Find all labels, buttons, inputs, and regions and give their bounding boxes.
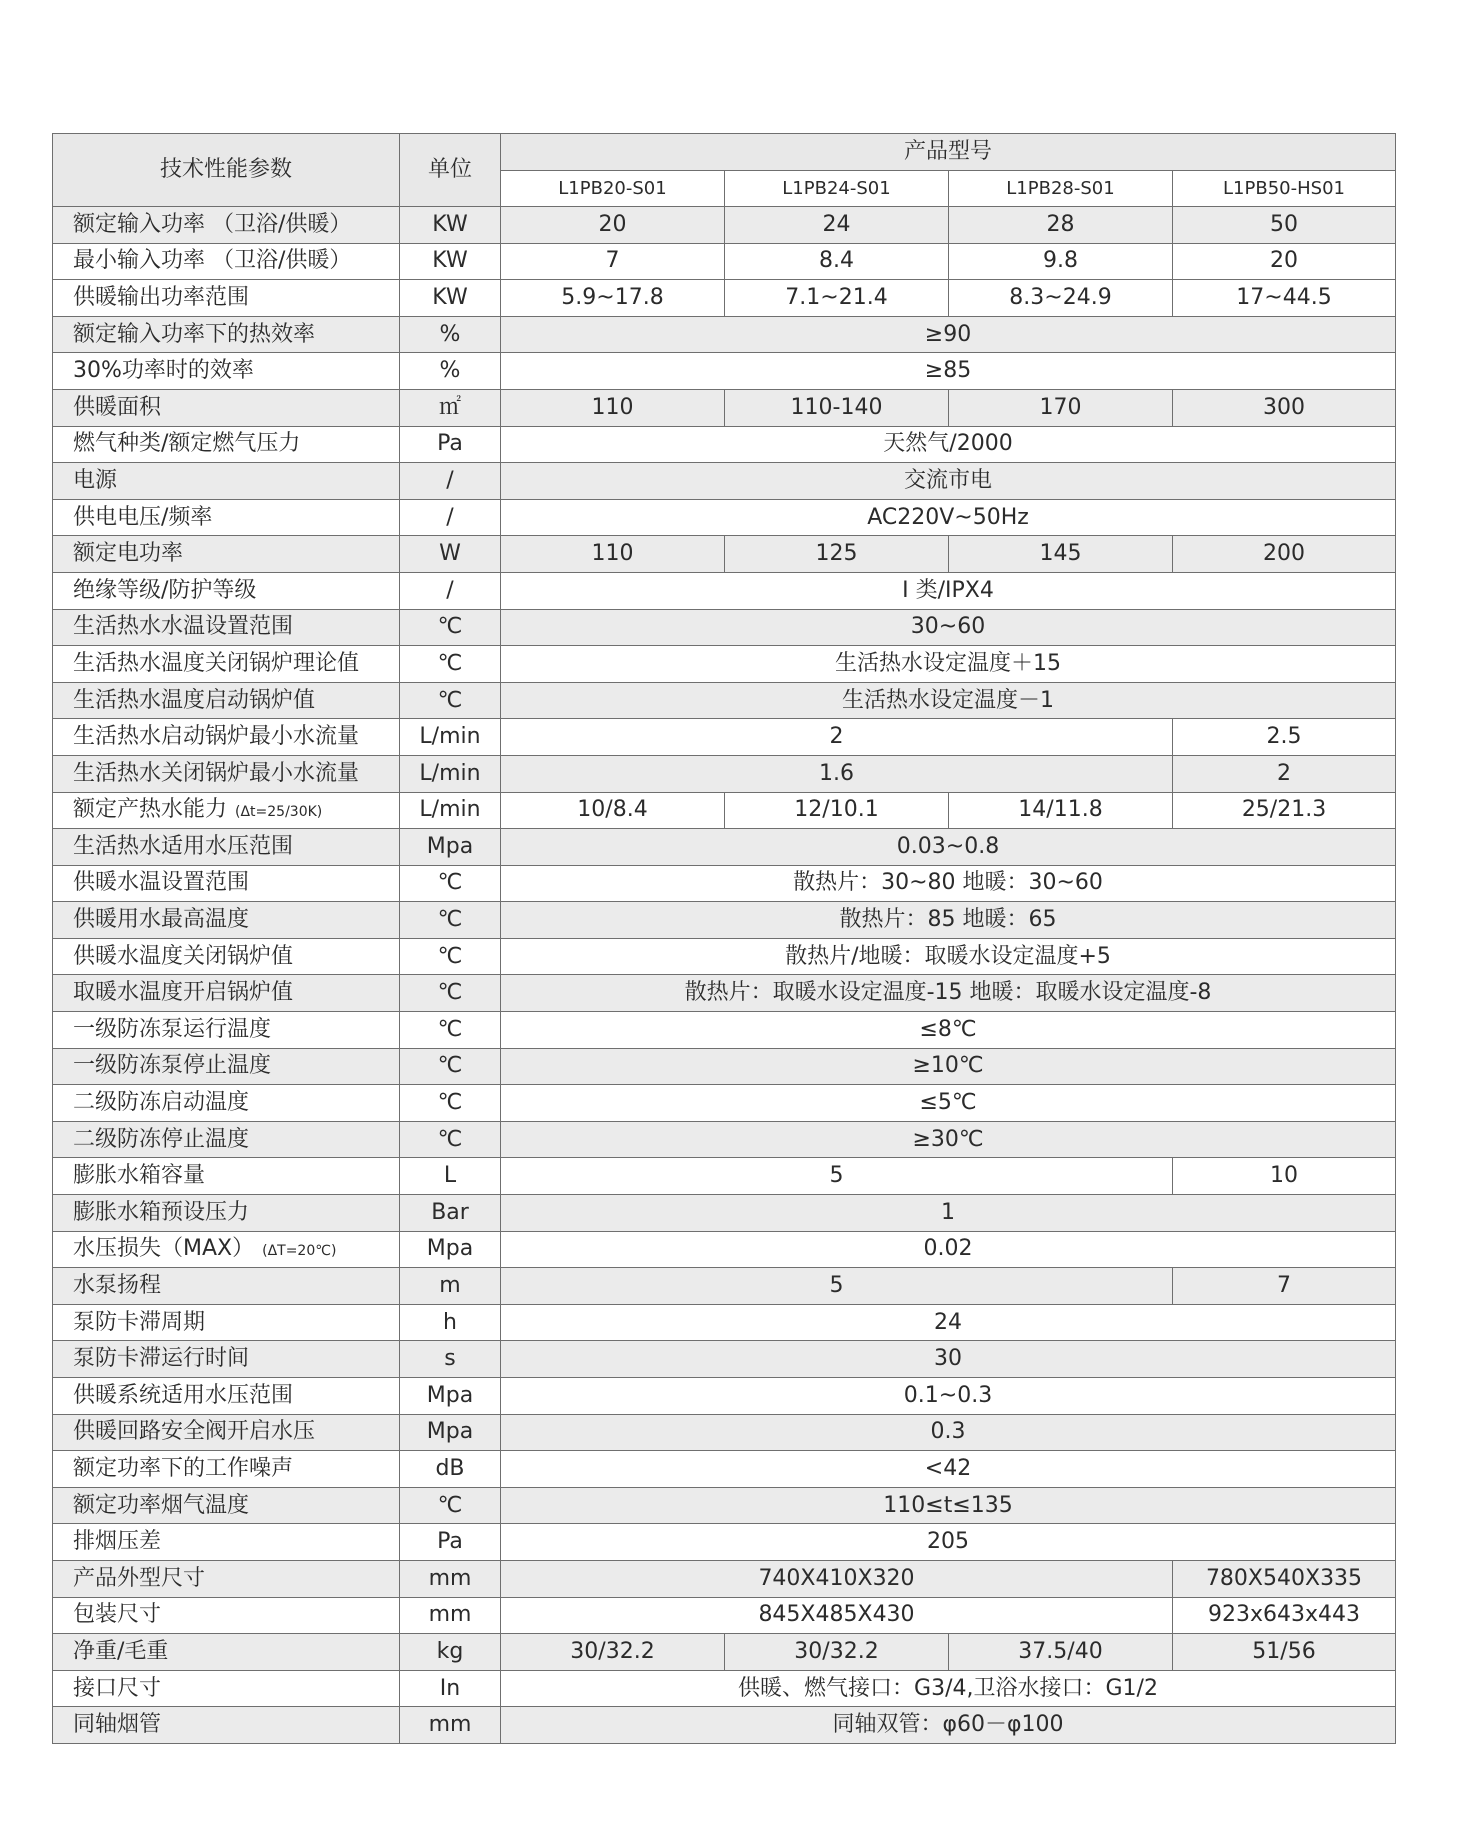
value-cell: 170 — [949, 389, 1173, 426]
value-cell: 同轴双管：φ60－φ100 — [501, 1707, 1396, 1744]
param-label: 额定输入功率 （卫浴/供暖） — [73, 211, 352, 237]
unit-cell: s — [400, 1341, 501, 1378]
table-row — [53, 682, 1396, 719]
value-cell: 散热片/地暖：取暖水设定温度+5 — [501, 938, 1396, 975]
value-cell: 200 — [1173, 536, 1396, 573]
value-cell: 24 — [725, 207, 949, 244]
unit-cell: ℃ — [400, 1121, 501, 1158]
value-cell: 51/56 — [1173, 1634, 1396, 1671]
unit-cell: L — [400, 1158, 501, 1195]
value-cell: 生活热水设定温度＋15 — [501, 646, 1396, 683]
unit-cell: mm — [400, 1597, 501, 1634]
table-body — [53, 207, 1396, 1744]
param-label: 取暖水温度开启锅炉值 — [73, 980, 294, 1006]
table-row — [53, 1560, 1396, 1597]
param-label: 额定输入功率下的热效率 — [73, 321, 316, 347]
param-cell — [53, 1268, 400, 1305]
table-row — [53, 865, 1396, 902]
table-row — [53, 1195, 1396, 1232]
unit-cell: ℃ — [400, 1048, 501, 1085]
table-row — [53, 1158, 1396, 1195]
param-cell — [53, 1524, 400, 1561]
unit-cell: Bar — [400, 1195, 501, 1232]
value-cell: 散热片：取暖水设定温度-15 地暖：取暖水设定温度-8 — [501, 975, 1396, 1012]
value-cell: ≥30℃ — [501, 1121, 1396, 1158]
param-cell — [53, 1597, 400, 1634]
unit-cell: KW — [400, 280, 501, 317]
value-cell: 0.1~0.3 — [501, 1378, 1396, 1415]
param-cell — [53, 207, 400, 244]
model-header: L1PB24-S01 — [725, 171, 949, 207]
value-cell: 780X540X335 — [1173, 1560, 1396, 1597]
param-cell — [53, 499, 400, 536]
param-cell — [53, 1048, 400, 1085]
value-cell: 845X485X430 — [501, 1597, 1173, 1634]
param-cell — [53, 1560, 400, 1597]
value-cell: ≥85 — [501, 353, 1396, 390]
table-row — [53, 1634, 1396, 1671]
param-cell — [53, 1670, 400, 1707]
unit-cell: KW — [400, 243, 501, 280]
value-cell: 30/32.2 — [501, 1634, 725, 1671]
param-label: 泵防卡滞运行时间 — [73, 1346, 250, 1372]
param-label: 一级防冻泵运行温度 — [73, 1016, 272, 1042]
value-cell: ≥10℃ — [501, 1048, 1396, 1085]
table-row — [53, 792, 1396, 829]
value-cell: 1.6 — [501, 755, 1173, 792]
value-cell: <42 — [501, 1451, 1396, 1488]
value-cell: 1 — [501, 1195, 1396, 1232]
value-cell: ≤8℃ — [501, 1012, 1396, 1049]
value-cell: 7 — [501, 243, 725, 280]
table-row — [53, 1341, 1396, 1378]
param-cell — [53, 609, 400, 646]
unit-cell: Pa — [400, 426, 501, 463]
param-cell — [53, 975, 400, 1012]
param-label: 水压损失（MAX） — [73, 1236, 255, 1262]
param-label: 供暖水温度关闭锅炉值 — [73, 943, 294, 969]
param-label: 供暖水温设置范围 — [73, 870, 250, 896]
value-cell: 30 — [501, 1341, 1396, 1378]
param-cell — [53, 719, 400, 756]
unit-cell: / — [400, 572, 501, 609]
param-cell — [53, 536, 400, 573]
param-label: 供暖面积 — [73, 394, 162, 420]
param-label: 水泵扬程 — [73, 1273, 162, 1299]
value-cell: 17~44.5 — [1173, 280, 1396, 317]
param-cell — [53, 1341, 400, 1378]
value-cell: 145 — [949, 536, 1173, 573]
param-cell — [53, 1195, 400, 1232]
param-cell — [53, 1451, 400, 1488]
value-cell: 5 — [501, 1268, 1173, 1305]
param-cell — [53, 938, 400, 975]
param-label: 膨胀水箱预设压力 — [73, 1199, 250, 1225]
value-cell: 2 — [501, 719, 1173, 756]
unit-cell: Pa — [400, 1524, 501, 1561]
unit-cell: L/min — [400, 719, 501, 756]
value-cell: 天然气/2000 — [501, 426, 1396, 463]
value-cell: 8.3~24.9 — [949, 280, 1173, 317]
value-cell: AC220V~50Hz — [501, 499, 1396, 536]
unit-cell: mm — [400, 1560, 501, 1597]
param-label: 二级防冻启动温度 — [73, 1090, 250, 1116]
value-cell: 供暖、燃气接口：G3/4,卫浴水接口：G1/2 — [501, 1670, 1396, 1707]
param-cell — [53, 865, 400, 902]
value-cell: 300 — [1173, 389, 1396, 426]
param-label: 供电电压/频率 — [73, 504, 213, 530]
table-row — [53, 975, 1396, 1012]
table-row — [53, 280, 1396, 317]
table-row — [53, 1414, 1396, 1451]
param-label: 膨胀水箱容量 — [73, 1163, 206, 1189]
table-row — [53, 572, 1396, 609]
unit-cell: h — [400, 1304, 501, 1341]
value-cell: 7.1~21.4 — [725, 280, 949, 317]
value-cell: 25/21.3 — [1173, 792, 1396, 829]
value-cell: 205 — [501, 1524, 1396, 1561]
unit-cell: ℃ — [400, 609, 501, 646]
unit-cell: Mpa — [400, 1414, 501, 1451]
table-row — [53, 1597, 1396, 1634]
value-cell: 8.4 — [725, 243, 949, 280]
table-row — [53, 463, 1396, 500]
param-cell — [53, 1414, 400, 1451]
unit-cell: Mpa — [400, 1231, 501, 1268]
table-row — [53, 1012, 1396, 1049]
param-cell — [53, 1158, 400, 1195]
value-cell: 7 — [1173, 1268, 1396, 1305]
table-row — [53, 646, 1396, 683]
param-header: 技术性能参数 — [53, 134, 400, 207]
unit-cell: ㎡ — [400, 389, 501, 426]
param-cell — [53, 1121, 400, 1158]
unit-header: 单位 — [400, 134, 501, 207]
param-cell — [53, 572, 400, 609]
value-cell: 0.3 — [501, 1414, 1396, 1451]
param-cell — [53, 426, 400, 463]
value-cell: 0.02 — [501, 1231, 1396, 1268]
table-row — [53, 938, 1396, 975]
param-label: 额定产热水能力 — [73, 797, 228, 823]
value-cell: 740X410X320 — [501, 1560, 1173, 1597]
unit-cell: dB — [400, 1451, 501, 1488]
model-header: L1PB20-S01 — [501, 171, 725, 207]
param-label: 生活热水水温设置范围 — [73, 614, 294, 640]
param-cell — [53, 1378, 400, 1415]
value-cell: 110-140 — [725, 389, 949, 426]
param-label: 接口尺寸 — [73, 1675, 162, 1701]
unit-cell: m — [400, 1268, 501, 1305]
table-row — [53, 353, 1396, 390]
unit-cell: ℃ — [400, 1487, 501, 1524]
unit-cell: ℃ — [400, 938, 501, 975]
param-cell — [53, 646, 400, 683]
value-cell: 生活热水设定温度－1 — [501, 682, 1396, 719]
param-label: 电源 — [73, 467, 118, 493]
value-cell: 散热片：85 地暖：65 — [501, 902, 1396, 939]
value-cell: 125 — [725, 536, 949, 573]
table-row — [53, 719, 1396, 756]
value-cell: 10 — [1173, 1158, 1396, 1195]
table-row — [53, 1670, 1396, 1707]
param-cell — [53, 682, 400, 719]
param-note: (ΔT=20℃) — [262, 1243, 337, 1260]
unit-cell: / — [400, 463, 501, 500]
value-cell: 20 — [501, 207, 725, 244]
value-cell: 5 — [501, 1158, 1173, 1195]
table-row — [53, 1524, 1396, 1561]
param-cell — [53, 1707, 400, 1744]
unit-cell: W — [400, 536, 501, 573]
value-cell: ≥90 — [501, 316, 1396, 353]
param-label: 泵防卡滞周期 — [73, 1309, 206, 1335]
value-cell: 30/32.2 — [725, 1634, 949, 1671]
spec-table — [52, 133, 1396, 1744]
param-label: 供暖系统适用水压范围 — [73, 1382, 294, 1408]
param-label: 生活热水温度关闭锅炉理论值 — [73, 650, 360, 676]
unit-cell: / — [400, 499, 501, 536]
value-cell: 110 — [501, 389, 725, 426]
table-row — [53, 1707, 1396, 1744]
param-cell — [53, 463, 400, 500]
value-cell: 12/10.1 — [725, 792, 949, 829]
value-cell: 20 — [1173, 243, 1396, 280]
unit-cell: L/min — [400, 792, 501, 829]
table-row — [53, 609, 1396, 646]
param-label: 一级防冻泵停止温度 — [73, 1053, 272, 1079]
param-label: 供暖回路安全阀开启水压 — [73, 1419, 316, 1445]
param-cell — [53, 1304, 400, 1341]
unit-cell: Mpa — [400, 1378, 501, 1415]
value-cell: 10/8.4 — [501, 792, 725, 829]
value-cell: 110 — [501, 536, 725, 573]
value-cell: 9.8 — [949, 243, 1173, 280]
param-label: 供暖用水最高温度 — [73, 907, 250, 933]
param-cell — [53, 829, 400, 866]
param-cell — [53, 243, 400, 280]
table-row — [53, 1378, 1396, 1415]
unit-cell: ℃ — [400, 865, 501, 902]
table-row — [53, 536, 1396, 573]
value-cell: 5.9~17.8 — [501, 280, 725, 317]
param-label: 排烟压差 — [73, 1529, 162, 1555]
param-cell — [53, 389, 400, 426]
param-label: 额定功率烟气温度 — [73, 1492, 250, 1518]
param-cell — [53, 353, 400, 390]
table-row — [53, 389, 1396, 426]
param-label: 额定电功率 — [73, 541, 184, 567]
param-cell — [53, 902, 400, 939]
value-cell: 24 — [501, 1304, 1396, 1341]
unit-cell: % — [400, 353, 501, 390]
model-header: L1PB50-HS01 — [1173, 171, 1396, 207]
value-cell: 2 — [1173, 755, 1396, 792]
unit-cell: KW — [400, 207, 501, 244]
table-row — [53, 1231, 1396, 1268]
param-cell — [53, 792, 400, 829]
param-cell — [53, 1012, 400, 1049]
table-row — [53, 755, 1396, 792]
param-label: 生活热水适用水压范围 — [73, 833, 294, 859]
param-cell — [53, 1085, 400, 1122]
param-cell — [53, 280, 400, 317]
param-cell — [53, 755, 400, 792]
param-cell — [53, 316, 400, 353]
param-label: 二级防冻停止温度 — [73, 1126, 250, 1152]
value-cell: 散热片：30~80 地暖：30~60 — [501, 865, 1396, 902]
unit-cell: mm — [400, 1707, 501, 1744]
unit-cell: ℃ — [400, 1012, 501, 1049]
value-cell: 50 — [1173, 207, 1396, 244]
table-header — [53, 134, 1396, 207]
param-label: 最小输入功率 （卫浴/供暖） — [73, 248, 352, 274]
param-cell — [53, 1634, 400, 1671]
value-cell: 110≤t≤135 — [501, 1487, 1396, 1524]
value-cell: ≤5℃ — [501, 1085, 1396, 1122]
table-row — [53, 207, 1396, 244]
value-cell: 37.5/40 — [949, 1634, 1173, 1671]
param-label: 绝缘等级/防护等级 — [73, 577, 257, 603]
unit-cell: ℃ — [400, 646, 501, 683]
value-cell: 923x643x443 — [1173, 1597, 1396, 1634]
table-row — [53, 1304, 1396, 1341]
param-label: 生活热水关闭锅炉最小水流量 — [73, 760, 360, 786]
param-label: 包装尺寸 — [73, 1602, 162, 1628]
param-label: 产品外型尺寸 — [73, 1565, 206, 1591]
table-row — [53, 316, 1396, 353]
unit-cell: ℃ — [400, 902, 501, 939]
param-label: 额定功率下的工作噪声 — [73, 1455, 294, 1481]
value-cell: 28 — [949, 207, 1173, 244]
table-row — [53, 1487, 1396, 1524]
param-label: 净重/毛重 — [73, 1638, 169, 1664]
table-row — [53, 902, 1396, 939]
value-cell: I 类/IPX4 — [501, 572, 1396, 609]
param-label: 同轴烟管 — [73, 1712, 162, 1738]
param-label: 30%功率时的效率 — [73, 358, 254, 384]
unit-cell: ℃ — [400, 975, 501, 1012]
param-cell — [53, 1231, 400, 1268]
table-row — [53, 1085, 1396, 1122]
table-row — [53, 1268, 1396, 1305]
unit-cell: kg — [400, 1634, 501, 1671]
table-row — [53, 1121, 1396, 1158]
unit-cell: L/min — [400, 755, 501, 792]
table-row — [53, 426, 1396, 463]
value-cell: 2.5 — [1173, 719, 1396, 756]
table-row — [53, 1048, 1396, 1085]
unit-cell: ℃ — [400, 1085, 501, 1122]
unit-cell: Mpa — [400, 829, 501, 866]
model-header: L1PB28-S01 — [949, 171, 1173, 207]
param-label: 燃气种类/额定燃气压力 — [73, 431, 301, 457]
param-label: 供暖输出功率范围 — [73, 284, 250, 310]
unit-cell: In — [400, 1670, 501, 1707]
value-cell: 0.03~0.8 — [501, 829, 1396, 866]
unit-cell: ℃ — [400, 682, 501, 719]
value-cell: 14/11.8 — [949, 792, 1173, 829]
model-group-header: 产品型号 — [501, 134, 1396, 171]
param-note: (Δt=25/30K) — [235, 804, 323, 821]
param-label: 生活热水启动锅炉最小水流量 — [73, 724, 360, 750]
param-label: 生活热水温度启动锅炉值 — [73, 687, 316, 713]
table-row — [53, 1451, 1396, 1488]
value-cell: 交流市电 — [501, 463, 1396, 500]
table-row — [53, 499, 1396, 536]
table-row — [53, 829, 1396, 866]
value-cell: 30~60 — [501, 609, 1396, 646]
table-row — [53, 243, 1396, 280]
param-cell — [53, 1487, 400, 1524]
unit-cell: % — [400, 316, 501, 353]
